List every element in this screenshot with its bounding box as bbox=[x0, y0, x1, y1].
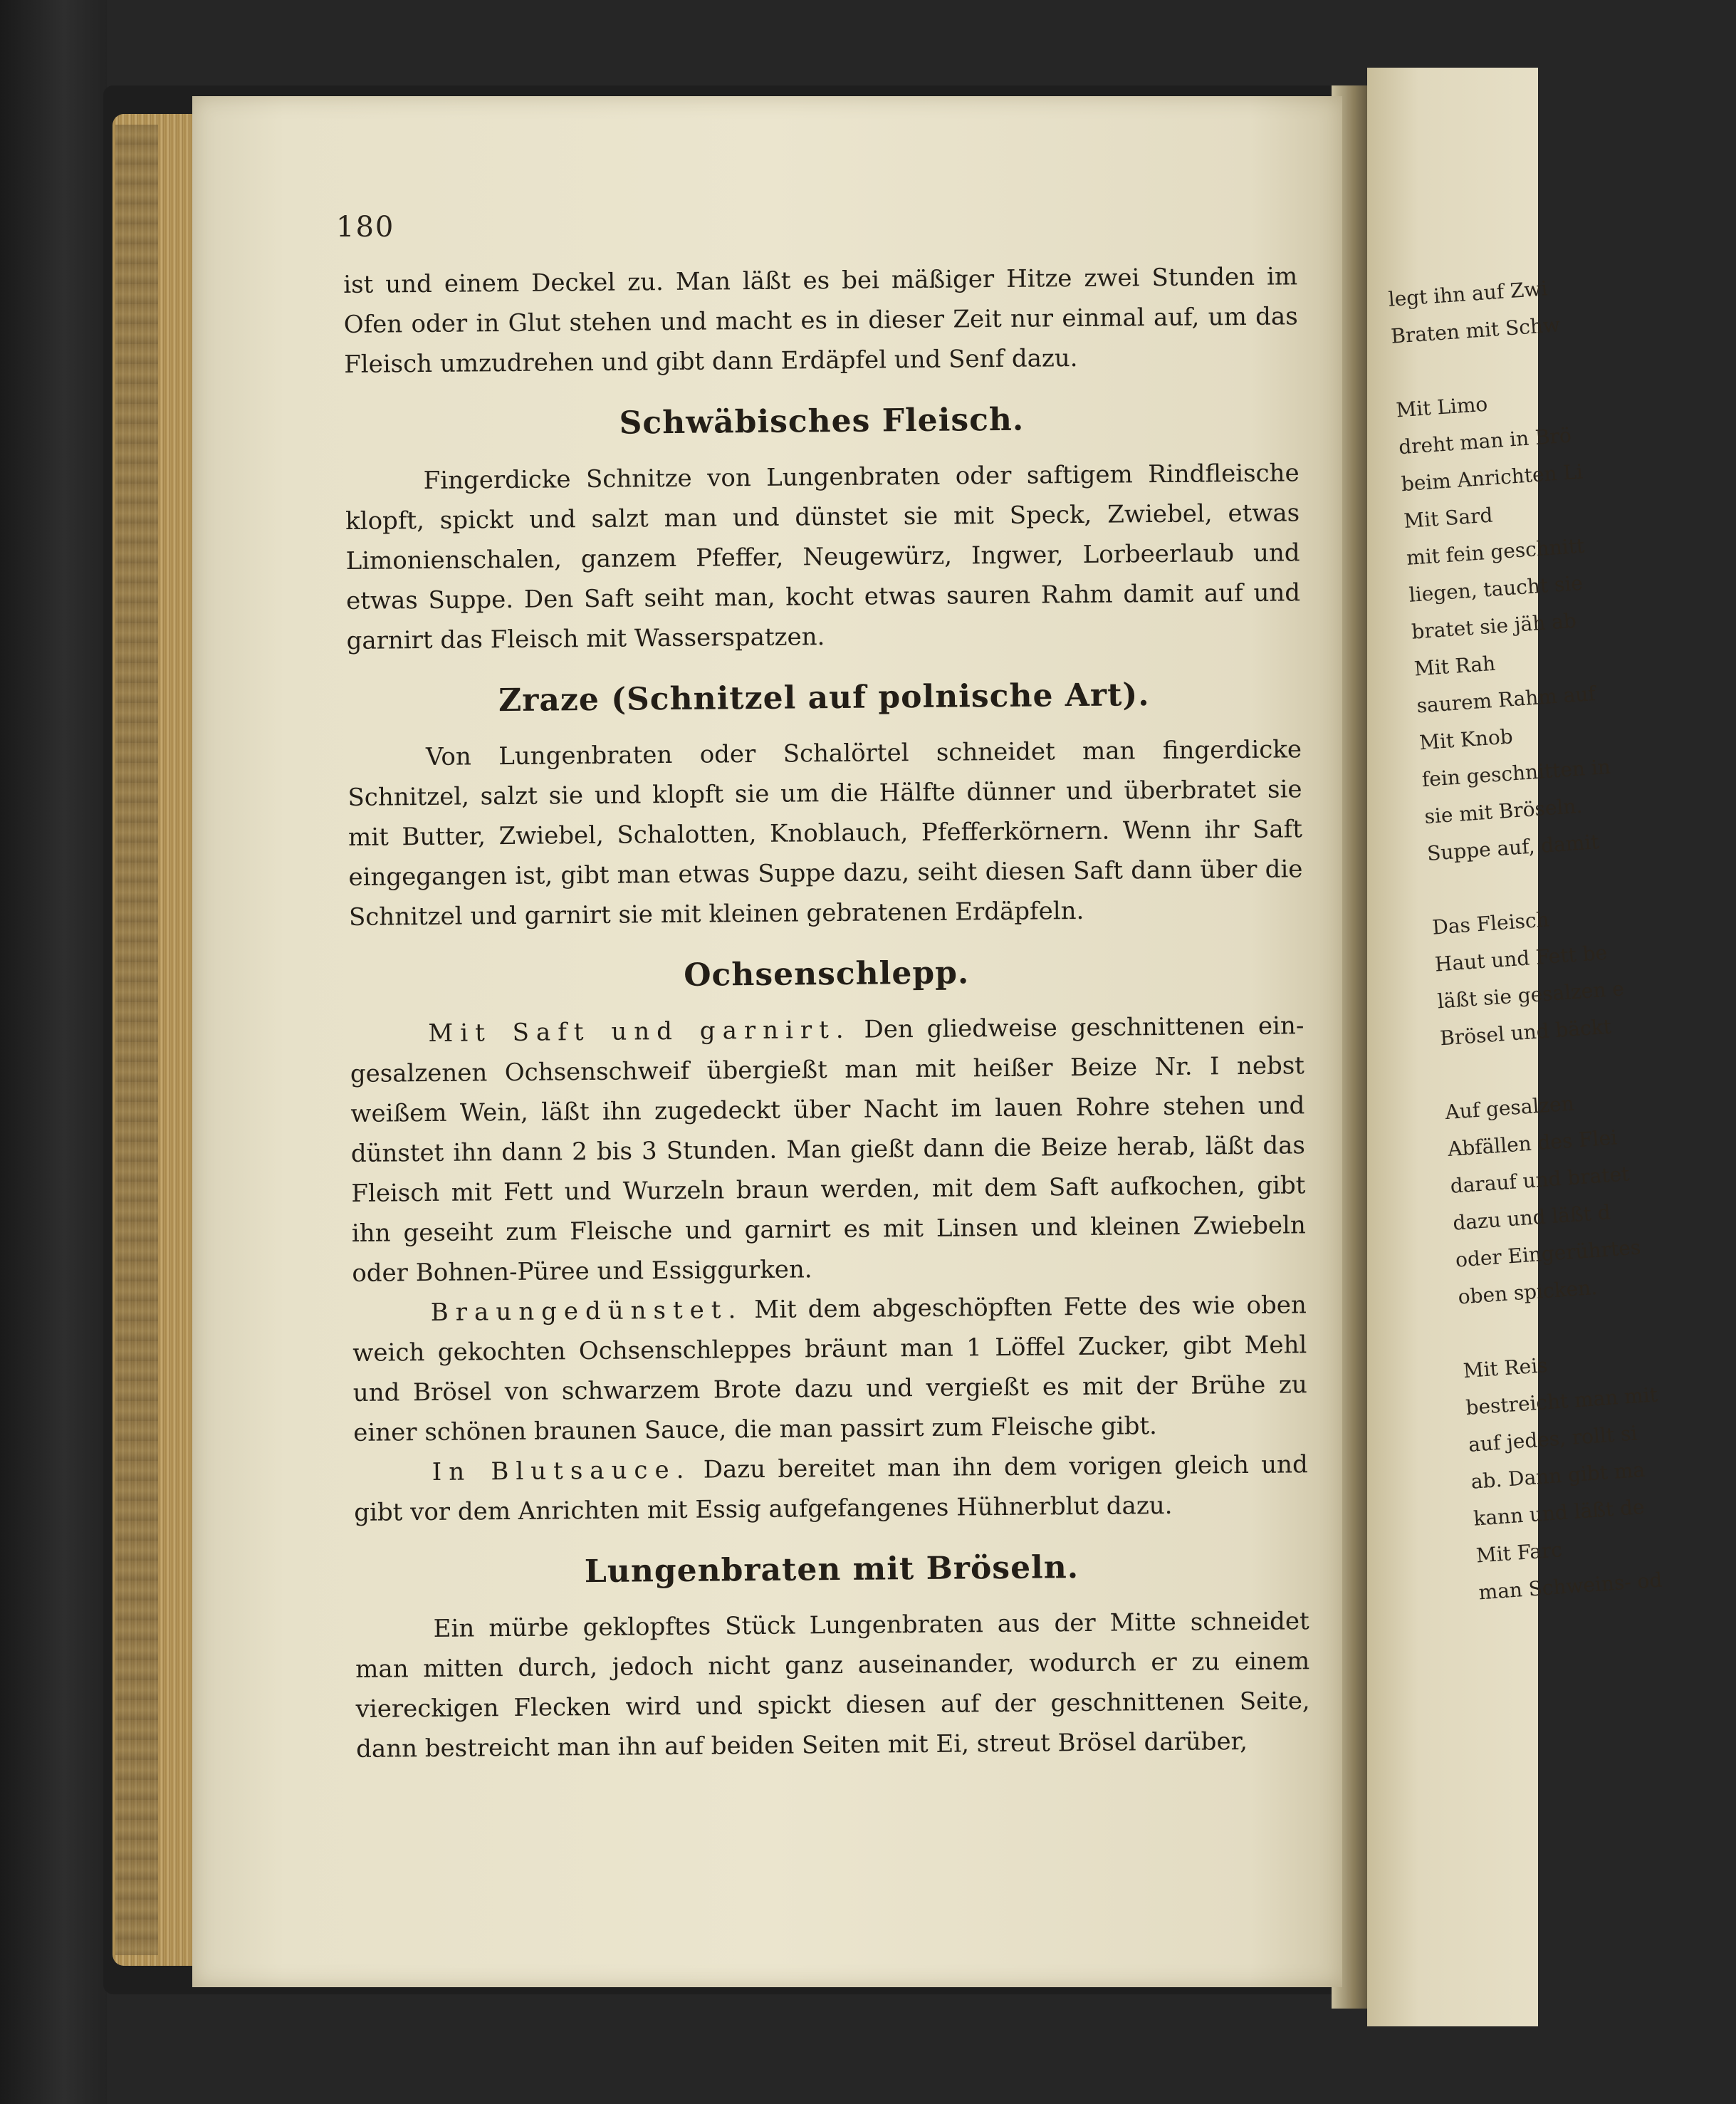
opening-paragraph: ist und einem Deckel zu. Man läßt es bei mäßiger Hitze zwei Stunden im Ofen oder in Glut stehen und macht es in dieser Zeit nur einmal auf, um das Fleisch umzudrehen und gibt dann Erdäpfel und Senf dazu. bbox=[343, 262, 1298, 379]
right-page-line: bestreicht man mit bbox=[1465, 1382, 1658, 1420]
variant-lead: Mit Saft und garnirt. bbox=[428, 1015, 851, 1048]
marbled-edge bbox=[115, 125, 158, 1955]
right-page-line: auf jedes, rollt si bbox=[1468, 1421, 1638, 1457]
right-page-line: sie mit Bröseln. bbox=[1423, 793, 1584, 829]
section-heading: Ochsenschlepp. bbox=[683, 954, 970, 994]
recipe-paragraph: Fingerdicke Schnitze von Lungenbraten oder saftigem Rindfleische klopft, spickt und salzt man und dünstet sie mit Speck, Zwiebel, etwas Limonienschalen, ganzem Pfeffer, Neugewürz, Ingwer, Lorbeerlaub und etwas Suppe. Den Saft seiht man, kocht etwas sauren Rahm damit auf und garnirt das Fleisch mit Wasserspatzen. bbox=[345, 459, 1301, 655]
right-page-line: oder Eingerührtes bbox=[1454, 1235, 1642, 1272]
right-page-line: Braten mit Schw bbox=[1390, 313, 1561, 348]
right-page-line: Suppe auf, damit bbox=[1426, 830, 1600, 865]
left-page-text bbox=[343, 256, 1310, 1769]
recipe-paragraph: Von Lungenbraten oder Schalörtel schneidet man fingerdicke Schnitzel, salzt sie und klopft sie um die Hälfte dünner und überbratet sie mit Butter, Zwiebel, Schalotten, Knoblauch, Pfefferkörnern. Wenn ihr Saft eingegangen ist, gibt man etwas Suppe dazu, seiht diesen Saft dann über die Schnitzel und garnirt sie mit kleinen gebratenen Erdäpfeln. bbox=[347, 735, 1303, 932]
variant-text: Dazu bereitet man ihn dem vorigen gleich und gibt vor dem Anrichten mit Essig aufgefangenes Hühnerblut dazu. bbox=[354, 1450, 1308, 1527]
right-page-text bbox=[1387, 264, 1736, 1612]
book-binding bbox=[0, 0, 107, 2104]
right-page-line: Auf gesalzen bbox=[1444, 1091, 1575, 1125]
recipe-paragraph bbox=[352, 1285, 1308, 1453]
right-page-line: Mit Farc bbox=[1475, 1538, 1564, 1568]
right-page-line: liegen, taucht sie bbox=[1408, 571, 1584, 607]
recipe-paragraph bbox=[350, 1006, 1306, 1293]
recipe-paragraph: Ein mürbe geklopftes Stück Lungenbraten aus der Mitte schneidet man mitten durch, jedoch nicht ganz auseinander, wodurch er zu einem viereckigen Flecken wird und spickt diesen auf der geschnittenen Seite, dann bestreicht man ihn auf beiden Seiten mit Ei, streut Brösel darüber, bbox=[355, 1607, 1310, 1764]
variant-lead: Braungedünstet. bbox=[430, 1296, 743, 1327]
right-page-line: Haut und Fett be bbox=[1433, 940, 1609, 977]
right-page-line: Mit Reis bbox=[1462, 1353, 1549, 1383]
right-page-line: fein geschnitten in bbox=[1421, 754, 1611, 792]
section-heading: Lungenbraten mit Bröseln. bbox=[584, 1549, 1079, 1590]
right-page-line: beim Anrichten Li bbox=[1400, 459, 1584, 496]
variant-lead: In Blutsauce. bbox=[432, 1455, 691, 1486]
right-page-line: darauf und bratet bbox=[1449, 1162, 1631, 1198]
right-page-line: dreht man in Brö bbox=[1398, 423, 1572, 459]
right-page-line: Das Fleisch bbox=[1431, 907, 1550, 939]
right-page-line: oben spicken. bbox=[1457, 1275, 1599, 1309]
right-page-line: man Schweins- od bbox=[1478, 1568, 1663, 1605]
right-page-line: kann und läßt de bbox=[1473, 1495, 1646, 1531]
right-page-line: läßt sie gesalzen e bbox=[1436, 977, 1625, 1014]
right-page-line: legt ihn auf Zwi bbox=[1387, 276, 1549, 311]
right-page-line: Mit Rah bbox=[1413, 651, 1497, 681]
right-page-line: Mit Sard bbox=[1403, 503, 1494, 533]
section-heading: Schwäbisches Fleisch. bbox=[619, 401, 1025, 442]
variant-text: Mit dem abgeschöpften Fette des wie oben weich gekochten Ochsenschleppes bräunt man 1 Löffel Zucker, gibt Mehl und Brösel von schwarzem Brote dazu und vergießt es mit der Brühe zu einer schönen braunen Sauce, die man passirt zum Fleische gibt. bbox=[352, 1291, 1307, 1447]
variant-text: Den gliedweise geschnittenen eingesalzenen Ochsenschweif übergießt man mit heißer Beize Nr. I nebst weißem Wein, läßt ihn zugedeckt über Nacht im lauen Rohre stehen und dünstet ihn dann 2 bis 3 Stunden. Man gießt dann die Beize herab, läßt das Fleisch mit Fett und Wurzeln braun werden, mit dem Saft aufkochen, gibt ihn geseiht zum Fleische und garnirt es mit Linsen und kleinen Zwiebeln oder Bohnen-Püree und Essiggurken. bbox=[350, 1011, 1306, 1288]
right-page-line: Mit Limo bbox=[1395, 392, 1489, 422]
right-page-line: Abfällen des Flei bbox=[1447, 1125, 1619, 1161]
page-number: 180 bbox=[336, 211, 395, 244]
right-page-line: ab. Dann gibt ma bbox=[1470, 1457, 1646, 1494]
recipe-paragraph bbox=[354, 1444, 1309, 1533]
right-page-line: Mit Knob bbox=[1418, 724, 1514, 755]
right-page-line: saurem Rahm auf bbox=[1416, 682, 1596, 718]
section-heading: Zraze (Schnitzel auf polnische Art). bbox=[498, 677, 1150, 719]
right-page-line: bratet sie jäh ab bbox=[1411, 608, 1577, 644]
right-page bbox=[1367, 68, 1663, 2026]
right-page-line: mit fein geschnitt bbox=[1406, 533, 1586, 571]
right-page-line: dazu und läßt d bbox=[1452, 1200, 1611, 1235]
right-page-line: Brösel und bäckt bbox=[1439, 1014, 1612, 1051]
